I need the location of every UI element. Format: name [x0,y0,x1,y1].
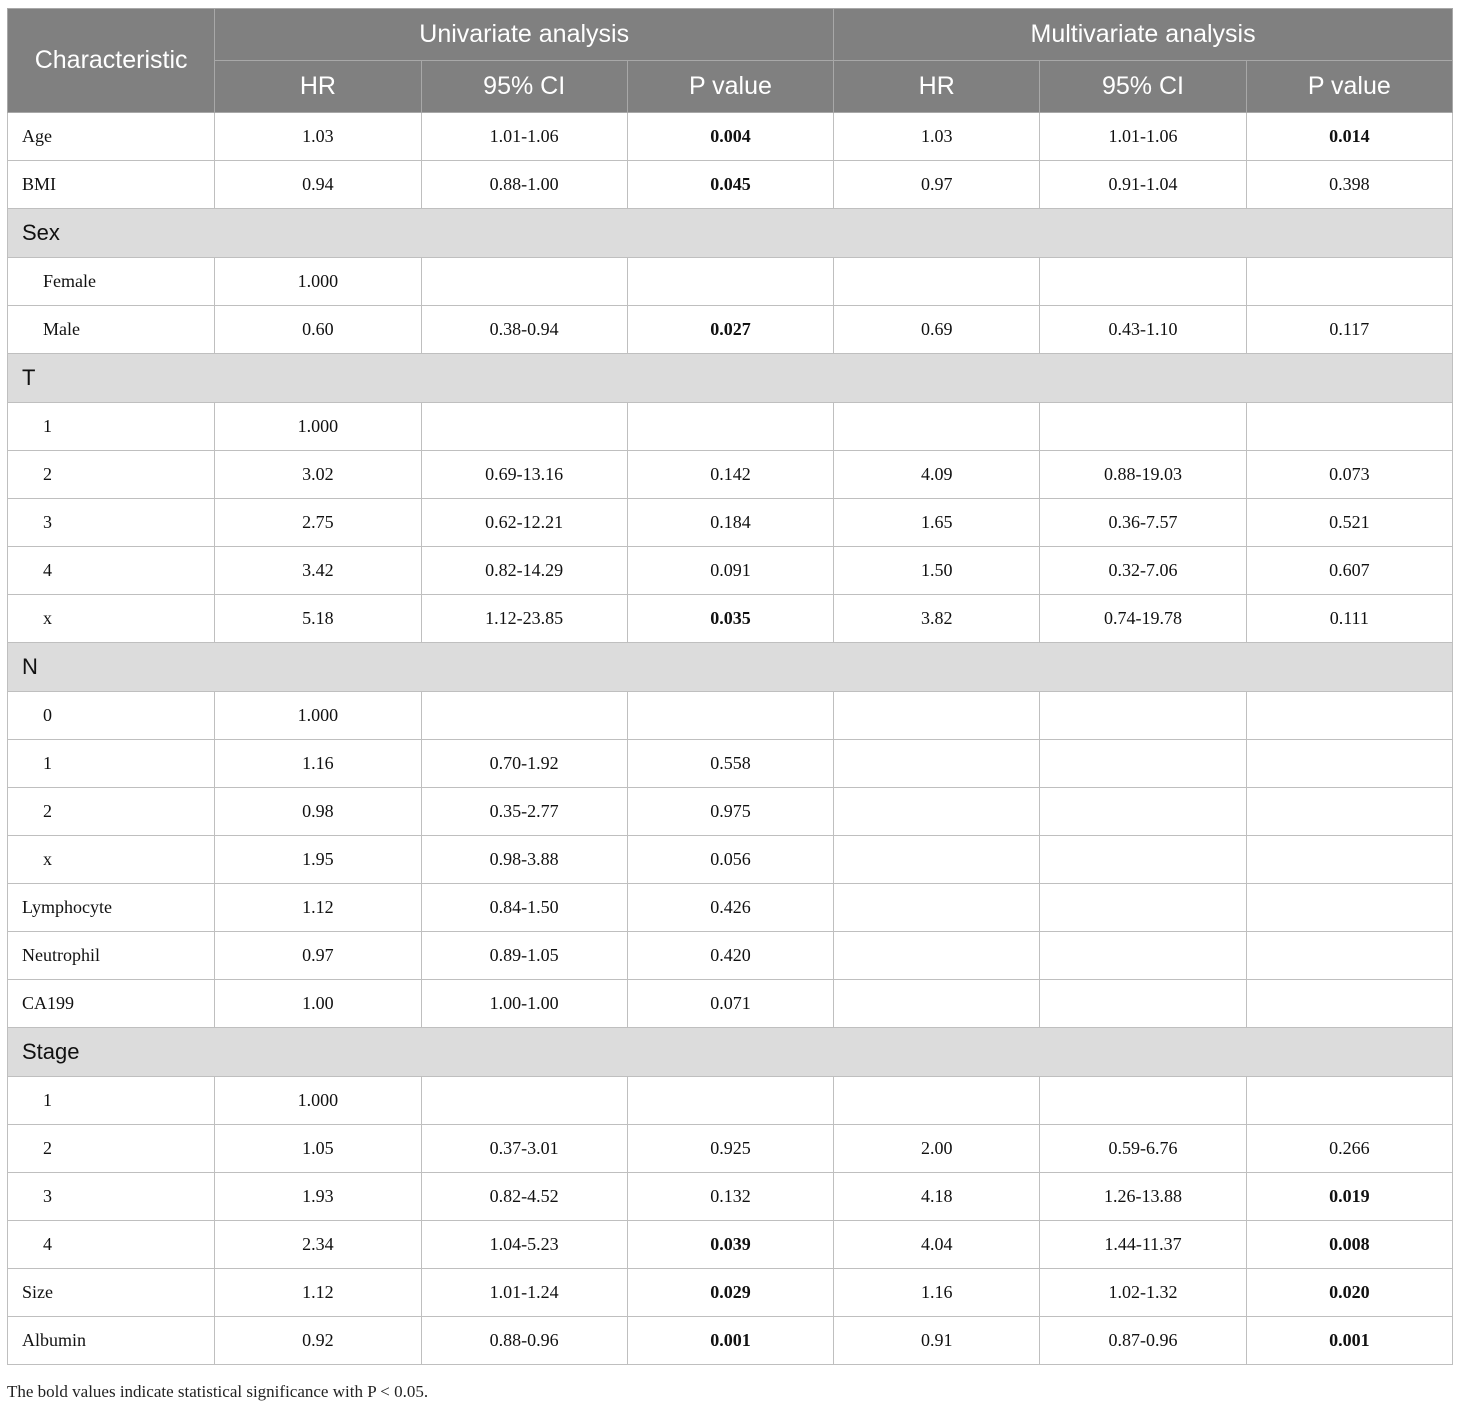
table-row [8,1269,1453,1317]
univariate-hr: 1.000 [215,258,421,306]
table-row [8,1221,1453,1269]
multivariate-p: 0.073 [1246,451,1452,499]
multivariate-ci [1040,884,1246,932]
univariate-hr: 5.18 [215,595,421,643]
multivariate-p [1246,884,1452,932]
multivariate-hr: 3.82 [834,595,1040,643]
table-row [8,547,1453,595]
multivariate-p: 0.001 [1246,1317,1452,1365]
multivariate-p: 0.607 [1246,547,1452,595]
table-row [8,161,1453,209]
table-row [8,1317,1453,1365]
row-label: 1 [8,403,215,451]
header-uni-p: P value [627,61,833,113]
multivariate-p: 0.117 [1246,306,1452,354]
multivariate-p [1246,692,1452,740]
section-label: Sex [8,209,1453,258]
univariate-p: 0.071 [627,980,833,1028]
univariate-ci [421,403,627,451]
multivariate-ci [1040,692,1246,740]
row-label: 4 [8,1221,215,1269]
univariate-hr: 1.12 [215,1269,421,1317]
multivariate-p [1246,740,1452,788]
multivariate-p: 0.008 [1246,1221,1452,1269]
univariate-p: 0.027 [627,306,833,354]
table-row [8,692,1453,740]
footnote: The bold values indicate statistical significance with P < 0.05. [7,1382,429,1401]
header-characteristic: Characteristic [8,9,215,113]
univariate-ci: 0.89-1.05 [421,932,627,980]
row-label: Size [8,1269,215,1317]
multivariate-hr [834,884,1040,932]
row-label: BMI [8,161,215,209]
table-row [8,499,1453,547]
multivariate-hr: 1.65 [834,499,1040,547]
row-label: Age [8,113,215,161]
univariate-hr: 1.000 [215,403,421,451]
univariate-hr: 1.05 [215,1125,421,1173]
univariate-hr: 0.92 [215,1317,421,1365]
multivariate-p [1246,1077,1452,1125]
table-row [8,1173,1453,1221]
univariate-p: 0.056 [627,836,833,884]
univariate-hr: 1.16 [215,740,421,788]
section-row [8,1028,1453,1077]
multivariate-ci: 0.87-0.96 [1040,1317,1246,1365]
univariate-p: 0.142 [627,451,833,499]
univariate-ci: 0.38-0.94 [421,306,627,354]
univariate-ci: 0.37-3.01 [421,1125,627,1173]
multivariate-ci: 0.43-1.10 [1040,306,1246,354]
univariate-hr: 1.000 [215,692,421,740]
univariate-hr: 0.98 [215,788,421,836]
univariate-ci: 0.70-1.92 [421,740,627,788]
header-multi-ci: 95% CI [1040,61,1246,113]
table-row [8,740,1453,788]
univariate-ci: 0.35-2.77 [421,788,627,836]
multivariate-p [1246,258,1452,306]
univariate-ci: 0.88-0.96 [421,1317,627,1365]
univariate-ci: 0.69-13.16 [421,451,627,499]
multivariate-p [1246,980,1452,1028]
univariate-hr: 1.000 [215,1077,421,1125]
section-row [8,209,1453,258]
univariate-p: 0.132 [627,1173,833,1221]
univariate-hr: 2.34 [215,1221,421,1269]
multivariate-p: 0.019 [1246,1173,1452,1221]
univariate-hr: 1.03 [215,113,421,161]
table-row [8,932,1453,980]
header-multi-p: P value [1246,61,1452,113]
univariate-hr: 0.94 [215,161,421,209]
row-label: 0 [8,692,215,740]
multivariate-ci: 1.02-1.32 [1040,1269,1246,1317]
table-row [8,595,1453,643]
univariate-hr: 3.02 [215,451,421,499]
row-label: Neutrophil [8,932,215,980]
row-label: Female [8,258,215,306]
multivariate-p: 0.266 [1246,1125,1452,1173]
univariate-p [627,258,833,306]
univariate-ci: 0.82-14.29 [421,547,627,595]
univariate-hr: 3.42 [215,547,421,595]
multivariate-ci [1040,1077,1246,1125]
multivariate-ci [1040,836,1246,884]
univariate-ci: 1.01-1.24 [421,1269,627,1317]
multivariate-hr [834,788,1040,836]
univariate-p: 0.925 [627,1125,833,1173]
multivariate-ci [1040,980,1246,1028]
multivariate-hr: 1.50 [834,547,1040,595]
univariate-p: 0.029 [627,1269,833,1317]
multivariate-hr [834,980,1040,1028]
univariate-p: 0.558 [627,740,833,788]
univariate-hr: 0.60 [215,306,421,354]
multivariate-hr [834,836,1040,884]
multivariate-ci: 0.32-7.06 [1040,547,1246,595]
table-row [8,403,1453,451]
multivariate-hr: 4.04 [834,1221,1040,1269]
multivariate-p [1246,836,1452,884]
row-label: Albumin [8,1317,215,1365]
row-label: 3 [8,499,215,547]
multivariate-ci [1040,932,1246,980]
section-label: T [8,354,1453,403]
table-row [8,836,1453,884]
multivariate-hr [834,740,1040,788]
multivariate-hr: 4.18 [834,1173,1040,1221]
univariate-ci: 0.82-4.52 [421,1173,627,1221]
univariate-p: 0.001 [627,1317,833,1365]
section-row [8,643,1453,692]
row-label: 2 [8,1125,215,1173]
multivariate-hr: 0.69 [834,306,1040,354]
multivariate-ci: 0.91-1.04 [1040,161,1246,209]
univariate-p [627,1077,833,1125]
multivariate-p: 0.111 [1246,595,1452,643]
multivariate-hr: 1.03 [834,113,1040,161]
multivariate-hr [834,932,1040,980]
univariate-hr: 2.75 [215,499,421,547]
multivariate-p: 0.020 [1246,1269,1452,1317]
univariate-p: 0.035 [627,595,833,643]
row-label: CA199 [8,980,215,1028]
table-row [8,113,1453,161]
univariate-hr: 1.93 [215,1173,421,1221]
univariate-ci: 0.84-1.50 [421,884,627,932]
row-label: 2 [8,788,215,836]
univariate-hr: 0.97 [215,932,421,980]
univariate-ci: 0.98-3.88 [421,836,627,884]
table-row [8,1077,1453,1125]
univariate-ci: 1.00-1.00 [421,980,627,1028]
multivariate-hr [834,1077,1040,1125]
table-row [8,884,1453,932]
multivariate-hr [834,692,1040,740]
multivariate-p [1246,932,1452,980]
table-row [8,980,1453,1028]
multivariate-hr: 0.97 [834,161,1040,209]
row-label: Lymphocyte [8,884,215,932]
table-row [8,1125,1453,1173]
multivariate-p: 0.521 [1246,499,1452,547]
table-body [8,113,1453,1365]
row-label: 2 [8,451,215,499]
table-header [8,9,1453,113]
section-label: Stage [8,1028,1453,1077]
univariate-p: 0.039 [627,1221,833,1269]
row-label: 4 [8,547,215,595]
univariate-p: 0.091 [627,547,833,595]
results-table [7,8,1453,1365]
univariate-ci [421,692,627,740]
multivariate-hr: 0.91 [834,1317,1040,1365]
univariate-p: 0.426 [627,884,833,932]
section-label: N [8,643,1453,692]
row-label: 3 [8,1173,215,1221]
univariate-ci [421,1077,627,1125]
multivariate-ci [1040,258,1246,306]
row-label: 1 [8,1077,215,1125]
header-uni-hr: HR [215,61,421,113]
univariate-ci: 0.62-12.21 [421,499,627,547]
section-row [8,354,1453,403]
table-row [8,451,1453,499]
header-multi-hr: HR [834,61,1040,113]
univariate-ci: 1.01-1.06 [421,113,627,161]
multivariate-hr: 2.00 [834,1125,1040,1173]
multivariate-ci: 0.36-7.57 [1040,499,1246,547]
header-multivariate: Multivariate analysis [834,9,1453,61]
univariate-p [627,692,833,740]
row-label: Male [8,306,215,354]
univariate-ci [421,258,627,306]
multivariate-p: 0.014 [1246,113,1452,161]
univariate-ci: 1.04-5.23 [421,1221,627,1269]
table-row [8,306,1453,354]
multivariate-p [1246,788,1452,836]
multivariate-p [1246,403,1452,451]
multivariate-ci [1040,740,1246,788]
table-row [8,258,1453,306]
univariate-hr: 1.95 [215,836,421,884]
multivariate-ci: 0.74-19.78 [1040,595,1246,643]
univariate-ci: 1.12-23.85 [421,595,627,643]
univariate-hr: 1.00 [215,980,421,1028]
univariate-p: 0.184 [627,499,833,547]
univariate-p: 0.045 [627,161,833,209]
univariate-hr: 1.12 [215,884,421,932]
multivariate-hr [834,258,1040,306]
row-label: x [8,595,215,643]
univariate-ci: 0.88-1.00 [421,161,627,209]
multivariate-hr: 4.09 [834,451,1040,499]
univariate-p: 0.420 [627,932,833,980]
multivariate-ci: 0.59-6.76 [1040,1125,1246,1173]
multivariate-ci: 1.44-11.37 [1040,1221,1246,1269]
multivariate-ci [1040,788,1246,836]
row-label: x [8,836,215,884]
row-label: 1 [8,740,215,788]
univariate-p: 0.004 [627,113,833,161]
header-uni-ci: 95% CI [421,61,627,113]
multivariate-hr: 1.16 [834,1269,1040,1317]
univariate-p: 0.975 [627,788,833,836]
table-row [8,788,1453,836]
multivariate-ci: 1.01-1.06 [1040,113,1246,161]
multivariate-p: 0.398 [1246,161,1452,209]
multivariate-ci: 1.26-13.88 [1040,1173,1246,1221]
multivariate-hr [834,403,1040,451]
multivariate-ci: 0.88-19.03 [1040,451,1246,499]
univariate-p [627,403,833,451]
multivariate-ci [1040,403,1246,451]
header-univariate: Univariate analysis [215,9,834,61]
